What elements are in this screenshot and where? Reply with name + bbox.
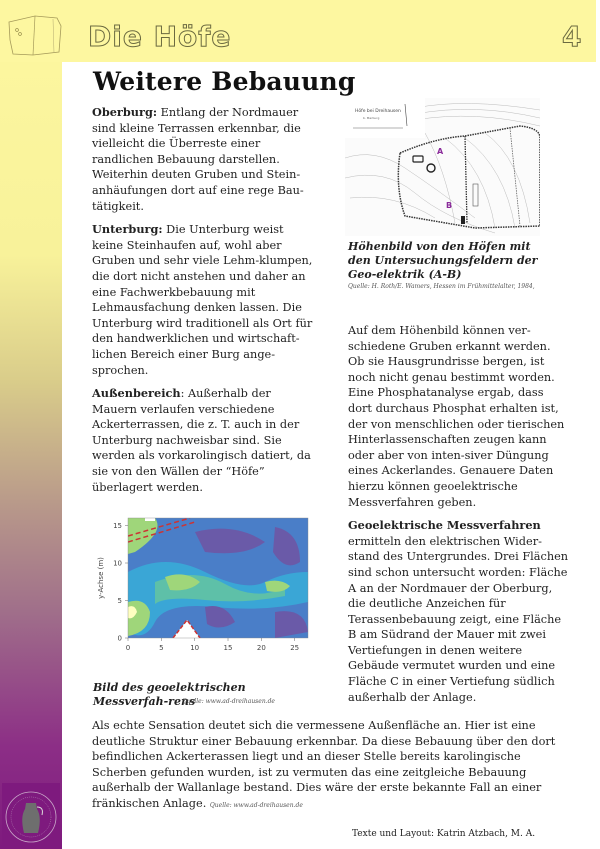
x-tick-label: 15 — [223, 644, 233, 652]
x-tick-label: 20 — [256, 644, 266, 652]
sketch-stone-icon — [5, 10, 63, 58]
footer-credit: Texte und Layout: Katrin Atzbach, M. A. — [352, 829, 536, 839]
paragraph-text: Entlang der Nordmauer sind kleine Terrassen erkennbar, die vielleicht die Überreste einer randlichen Bebauung darstellen. Weiterhin deuten Gruben und Stein-anhäufungen dort auf eine rege Bau-tätigkeit. — [92, 106, 304, 213]
paragraph-oberburg — [92, 105, 314, 214]
elevation-map-image — [345, 98, 540, 236]
x-tick-label: 25 — [290, 644, 300, 652]
y-axis-label: y-Achse (m) — [97, 557, 105, 599]
paragraph-unterburg — [92, 222, 314, 378]
right-column — [348, 323, 570, 713]
paragraph-label: Geoelektrische Messverfahren — [348, 518, 541, 533]
document-title: Die Höfe — [88, 20, 232, 53]
x-tick-label: 10 — [190, 644, 200, 652]
y-tick-label: 5 — [117, 597, 122, 605]
bottom-paragraph — [92, 718, 562, 814]
paragraph-text: Auf dem Höhenbild können ver-schiedene Gruben erkannt werden. Ob sie Hausgrundrisse bergen, ist noch nicht genau bestimmt worden. Eine Phosphatanalyse ergab, dass dort durchaus Phosphat erhalten ist, der von menschlichen oder tierischen Hinterlassenschaften zeugen kann oder aber von inten-siver Düngung eines Ackerlandes. Genauere Daten hierzu können geoelektrische Messverfahren geben. — [348, 324, 565, 509]
paragraph-text: ermitteln den elektrischen Wider-stand des Untergrundes. Drei Flächen sind schon untersucht worden: Fläche A an der Nordmauer der Oberburg, die deutliche Anzeichen für Terassenbebauung zeigt, eine Fläche B am Südrand der Mauer mit zwei Vertiefungen in denen weitere Gebäude vermutet wurden und eine Fläche C in einer Vertiefung südlich außerhalb der Anlage. — [348, 534, 569, 704]
paragraph-text: Die Unterburg weist keine Steinhaufen auf, wohl aber Gruben und sehr viele Lehm-klumpen, die dort nicht anstehen und daher an eine Fachwerkbebauung mit Lehmausfachung denken lassen. Die Unterburg wird traditionell als Ort für den handwerklichen und wirtschaft-lichen Bereich einer Burg ange-sprochen. — [92, 223, 313, 377]
field-label-a: A — [437, 147, 444, 156]
page-edge — [596, 0, 600, 849]
page-number: 4 — [562, 20, 582, 53]
paragraph-geoelektrik — [348, 518, 570, 705]
y-tick-label: 10 — [113, 559, 122, 568]
paragraph-text: : Außerhalb der Mauern verlaufen verschiedene Ackerterrassen, die z. T. auch in der Unterburg nachweisbar sind. Sie werden als vorkarolingisch datiert, da sie von den Wällen der “Höfe” überlagert werden. — [92, 387, 311, 494]
map-caption: Höhenbild von den Höfen mit den Untersuchungsfeldern der Geo-elektrik (A-B) — [348, 240, 538, 281]
field-label-b: B — [446, 201, 453, 210]
paragraph-text: Als echte Sensation deutet sich die vermessene Außenfläche an. Hier ist eine deutliche Struktur einer Bebauung erkennbar. Da diese Bebauung über den dort befindlichen Ackerterassen liegt und an dieser Stelle bereits karolingische Scherben gefunden wurden, ist zu vermuten das eine zeitgleiche Bebauung außerhalb der Wallanlage bestand. Dies wäre der erste bekannte Fall an einer fränkischen Anlage. — [92, 719, 556, 810]
map-subtitle: b. Marburg — [363, 116, 380, 120]
sidebar-gradient — [0, 0, 62, 849]
paragraph-label: Außenbereich — [92, 386, 181, 401]
chart-source: Quelle: www.ad-dreihausen.de — [182, 698, 275, 705]
heatmap-plot-area — [128, 518, 308, 638]
elevation-map-drawing — [345, 98, 540, 236]
map-title: Höfe bei Dreihausen — [355, 109, 401, 114]
chart-caption: Bild des geoelektrischen Messverfah-rens — [93, 681, 246, 708]
paragraph-label: Unterburg: — [92, 222, 163, 237]
paragraph-source: Quelle: www.ad-dreihausen.de — [209, 801, 303, 809]
left-column — [92, 105, 314, 503]
society-seal-logo — [2, 783, 60, 847]
paragraph-label: Oberburg: — [92, 105, 158, 119]
paragraph-aussenbereich — [92, 386, 314, 495]
geoelectric-heatmap — [95, 512, 315, 662]
y-tick-label: 0 — [117, 634, 122, 643]
x-tick-label: 5 — [159, 644, 164, 652]
map-source: Quelle: H. Roth/E. Wamers, Hessen im Frühmittelalter, 1984, — [348, 283, 535, 290]
x-tick-label: 0 — [125, 644, 131, 652]
paragraph-hoehenbild — [348, 323, 570, 510]
y-tick-label: 15 — [113, 522, 122, 530]
section-heading: Weitere Bebauung — [93, 67, 356, 96]
